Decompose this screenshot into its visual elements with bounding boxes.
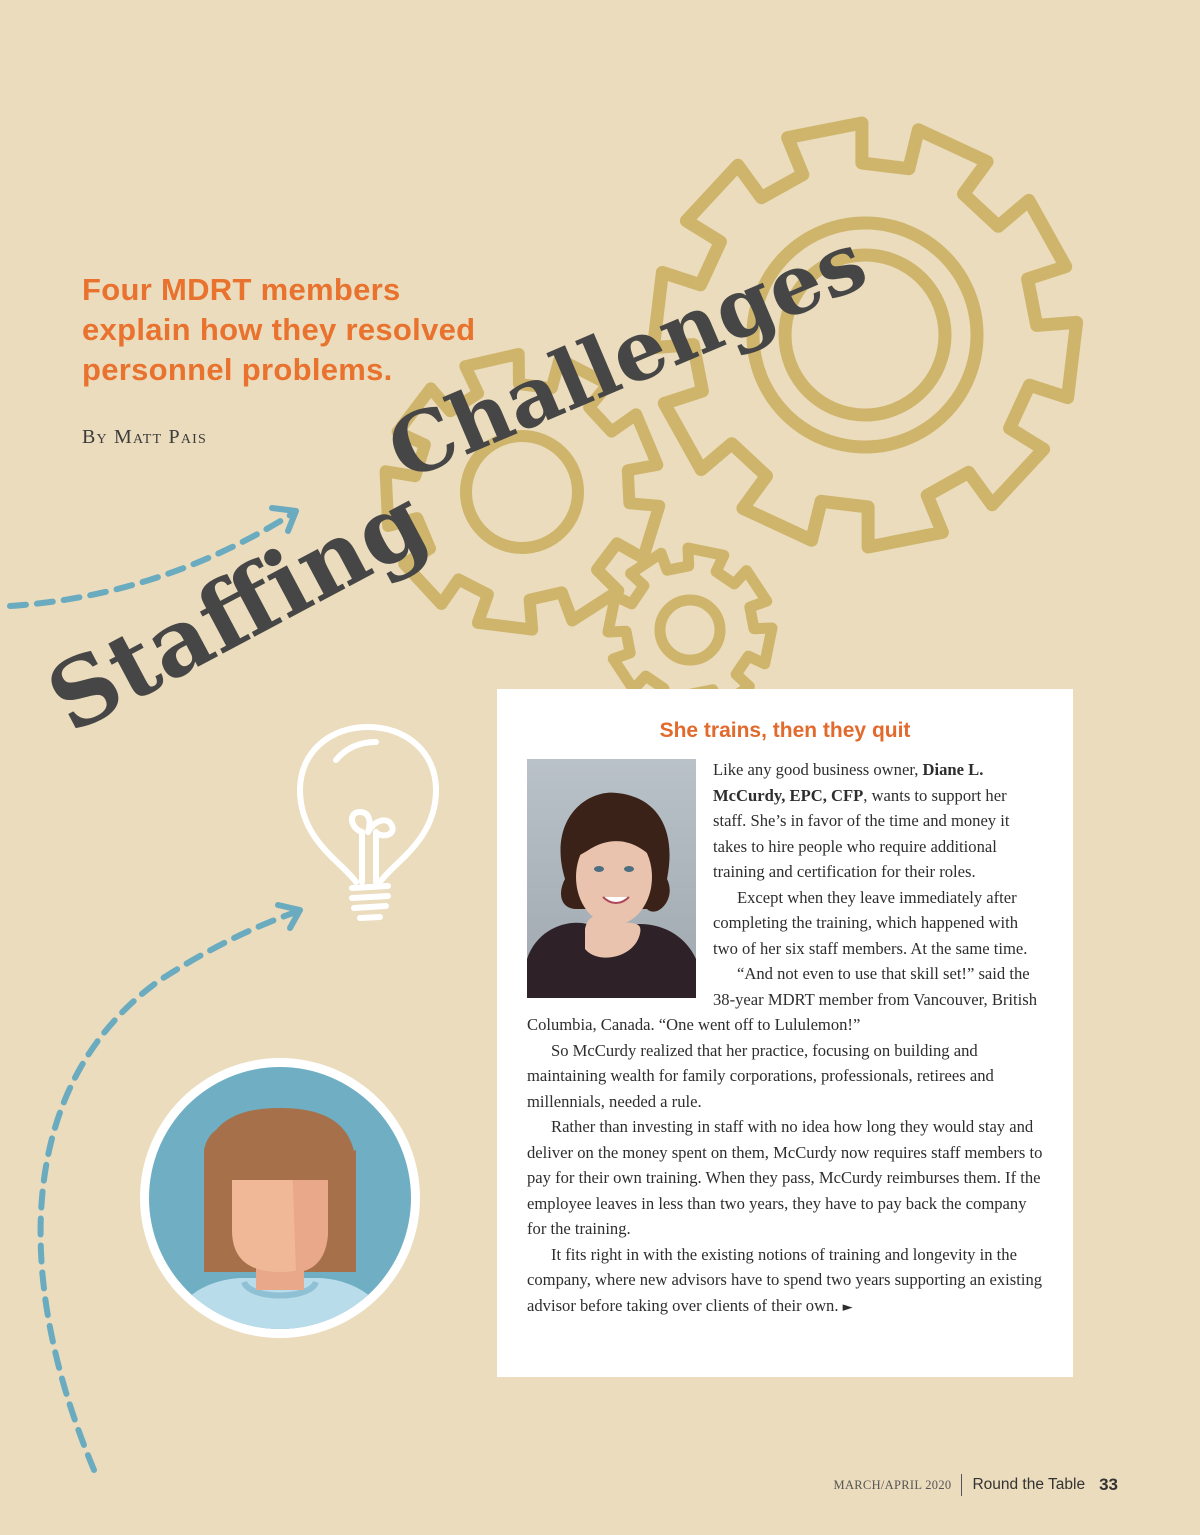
text-run: Like any good business owner,: [713, 760, 923, 779]
subtitle-line: personnel problems.: [82, 352, 393, 387]
paragraph: “And not even to use that skill set!” said the 38-year MDRT member from Vancouver, British Columbia, Canada. “One went off to Lululemon!”: [527, 964, 1037, 1034]
paragraph: So McCurdy realized that her practice, focusing on building and maintaining wealth for family corporations, professionals, retirees and millennials, needed a rule.: [527, 1040, 994, 1111]
byline: By Matt Pais: [82, 426, 207, 448]
paragraph: Rather than investing in staff with no idea how long they would stay and deliver on the money spent on them, McCurdy now requires staff members to pay for their own training. When they pass, McCurdy reimburses them. If the employee leaves in less than two years, they have to pay back the company for the training.: [527, 1117, 1043, 1238]
sidebar-card: [497, 689, 1073, 1377]
title-word-staffing: Staffing: [30, 465, 444, 754]
paragraph: Except when they leave immediately after completing the training, which happened with two of her six staff members. At the same time.: [713, 887, 1028, 958]
avatar: [140, 1058, 420, 1340]
paragraph: [527, 1242, 1043, 1321]
title-word-challenges: Challenges: [374, 212, 880, 500]
text-run: It fits right in with the existing notions of training and longevity in the company, where new advisors have to spend two years supporting an existing advisor before taking over clients of their own.: [527, 1244, 1043, 1315]
text-run: , wants to support her staff. She’s in favor of the time and money it takes to hire people who require additional training and certification for their roles.: [713, 785, 1010, 881]
small-gear-icon-outline: [608, 548, 772, 712]
page-footer: [834, 1474, 1118, 1496]
subtitle-line: Four MDRT members: [82, 272, 401, 307]
member-name: Diane L. McCurdy, EPC, CFP: [713, 760, 984, 805]
small-gear-icon: [608, 548, 772, 712]
sidebar-heading: She trains, then they quit: [659, 719, 911, 742]
subtitle-line: explain how they resolved: [82, 312, 476, 347]
continue-arrow-icon: ►: [842, 1299, 853, 1315]
lightbulb-icon: [300, 727, 436, 918]
issue-date: MARCH/APRIL 2020: [833, 1477, 952, 1492]
page-number: 33: [1099, 1475, 1118, 1494]
portrait-photo: [527, 759, 696, 998]
publication-name: Round the Table: [972, 1476, 1086, 1493]
footer-divider: [961, 1474, 962, 1496]
small-gear-icon-ring: [660, 600, 720, 660]
